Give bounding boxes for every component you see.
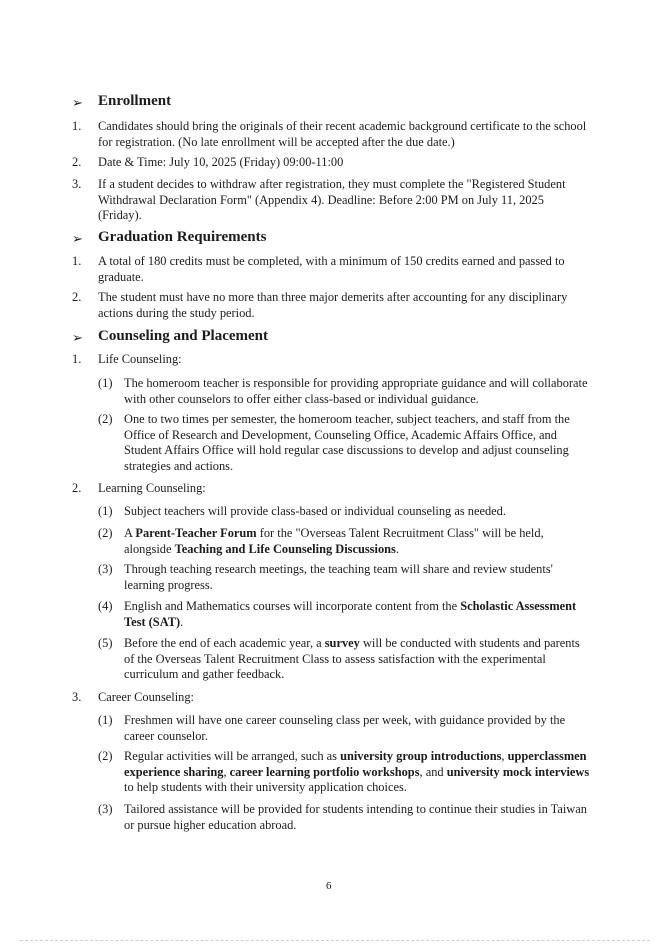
sub-item-number: (3) bbox=[98, 562, 113, 576]
section-title: Graduation Requirements bbox=[98, 229, 267, 245]
list-number: 1. bbox=[72, 352, 82, 366]
section-title: Counseling and Placement bbox=[98, 328, 269, 344]
sub-item-number: (2) bbox=[98, 749, 113, 763]
sub-item-number: (1) bbox=[98, 713, 113, 727]
list-item-heading: Career Counseling: bbox=[98, 690, 195, 704]
list-item: A total of 180 credits must be completed, with a minimum of 150 credits earned and passed to graduate. bbox=[98, 254, 565, 284]
sub-item-number: (5) bbox=[98, 636, 113, 650]
list-number: 1. bbox=[72, 254, 82, 268]
page-number: 6 bbox=[326, 880, 332, 892]
list-number: 3. bbox=[72, 177, 82, 191]
arrow-bullet-icon: ➢ bbox=[72, 95, 83, 110]
section-title: Enrollment bbox=[98, 93, 172, 109]
sub-item-number: (2) bbox=[98, 412, 113, 426]
sub-item: Freshmen will have one career counseling class per week, with guidance provided by the career counselor. bbox=[124, 713, 566, 743]
sub-item: Regular activities will be arranged, such as university group introductions, upperclassmen experience sharing, career learning portfolio workshops, and university mock interviews to help students with their university application choices. bbox=[124, 749, 590, 794]
list-number: 3. bbox=[72, 690, 82, 704]
sub-item-number: (3) bbox=[98, 802, 113, 816]
list-number: 2. bbox=[72, 481, 82, 495]
sub-item: The homeroom teacher is responsible for providing appropriate guidance and will collaborate with other counselors to offer either class-based or individual guidance. bbox=[124, 376, 588, 406]
list-item: If a student decides to withdraw after registration, they must complete the "Registered Student Withdrawal Declaration Form" (Appendix 4). Deadline: Before 2:00 PM on July 11, 2025 (Friday). bbox=[98, 177, 566, 222]
sub-item-number: (1) bbox=[98, 504, 113, 518]
sub-item-number: (2) bbox=[98, 526, 113, 540]
arrow-bullet-icon: ➢ bbox=[72, 231, 83, 246]
sub-item: Before the end of each academic year, a survey will be conducted with students and parents of the Overseas Talent Recruitment Class to assess satisfaction with the experimental curriculum and gather feedback. bbox=[124, 636, 580, 681]
sub-item: Tailored assistance will be provided for students intending to continue their studies in Taiwan or pursue higher education abroad. bbox=[124, 802, 587, 832]
list-item-heading: Learning Counseling: bbox=[98, 481, 206, 495]
list-number: 1. bbox=[72, 119, 82, 133]
list-number: 2. bbox=[72, 290, 82, 304]
arrow-bullet-icon: ➢ bbox=[72, 330, 83, 345]
list-item: The student must have no more than three major demerits after accounting for any disciplinary actions during the study period. bbox=[98, 290, 568, 320]
list-item: Candidates should bring the originals of their recent academic background certificate to the school for registration. (No late enrollment will be accepted after the due date.) bbox=[98, 119, 587, 149]
sub-item-number: (1) bbox=[98, 376, 113, 390]
sub-item: Subject teachers will provide class-based or individual counseling as needed. bbox=[124, 504, 506, 518]
sub-item: A Parent-Teacher Forum for the "Overseas Talent Recruitment Class" will be held, alongside Teaching and Life Counseling Discussions. bbox=[124, 526, 544, 556]
footer-divider bbox=[20, 940, 650, 941]
sub-item: English and Mathematics courses will incorporate content from the Scholastic Assessment Test (SAT). bbox=[124, 599, 577, 629]
list-number: 2. bbox=[72, 155, 82, 169]
list-item-heading: Life Counseling: bbox=[98, 352, 182, 366]
list-item: Date & Time: July 10, 2025 (Friday) 09:00-11:00 bbox=[98, 155, 344, 169]
sub-item: One to two times per semester, the homeroom teacher, subject teachers, and staff from the Office of Research and Development, Counseling Office, Academic Affairs Office, and Student Affairs Office will hold regular case discussions to develop and adjust counseling strategies and actions. bbox=[124, 412, 570, 473]
sub-item-number: (4) bbox=[98, 599, 113, 613]
sub-item: Through teaching research meetings, the teaching team will share and review students' learning progress. bbox=[124, 562, 553, 592]
